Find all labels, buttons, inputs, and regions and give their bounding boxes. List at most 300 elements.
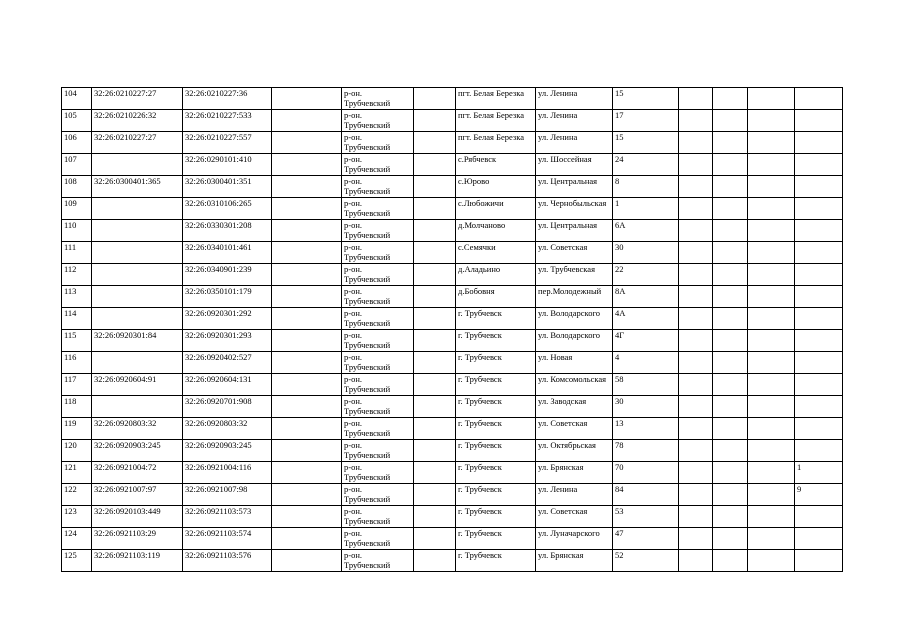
- cell-extra: [713, 308, 748, 330]
- cell-extra: [713, 154, 748, 176]
- cell-street: ул. Советская: [536, 506, 613, 528]
- cell-cadastral-old: 32:26:0920903:245: [92, 440, 183, 462]
- cell-extra: [713, 220, 748, 242]
- cell-extra: [679, 88, 713, 110]
- cell-extra: [713, 176, 748, 198]
- cell-row-number: 117: [62, 374, 92, 396]
- cell-locality: г. Трубчевск: [456, 550, 536, 572]
- district-line-1: р-он.: [344, 176, 363, 186]
- cell-empty: [272, 198, 342, 220]
- cell-empty: [414, 330, 456, 352]
- cell-extra: [795, 176, 843, 198]
- cell-district: [342, 286, 414, 308]
- cell-cadastral-new: 32:26:0920604:131: [183, 374, 272, 396]
- cell-extra: [748, 528, 795, 550]
- cell-empty: [414, 374, 456, 396]
- cell-extra: [679, 308, 713, 330]
- cell-extra: [795, 418, 843, 440]
- cell-extra: [679, 440, 713, 462]
- cell-extra: [748, 264, 795, 286]
- district-line-2: Трубчевский: [344, 494, 391, 504]
- table-row: [62, 220, 843, 242]
- cell-empty: [272, 242, 342, 264]
- table-row: [62, 264, 843, 286]
- cell-empty: [414, 550, 456, 572]
- cell-extra: [795, 506, 843, 528]
- cell-locality: г. Трубчевск: [456, 352, 536, 374]
- cell-house: 6А: [613, 220, 679, 242]
- cell-empty: [272, 506, 342, 528]
- cell-extra: [795, 330, 843, 352]
- cell-cadastral-old: [92, 242, 183, 264]
- district-line-2: Трубчевский: [344, 516, 391, 526]
- cell-street: ул. Ленина: [536, 110, 613, 132]
- cell-empty: [414, 308, 456, 330]
- table-row: [62, 440, 843, 462]
- cell-locality: г. Трубчевск: [456, 506, 536, 528]
- district-line-2: Трубчевский: [344, 428, 391, 438]
- cell-district: [342, 242, 414, 264]
- cell-street: ул. Центральная: [536, 220, 613, 242]
- cell-extra: [679, 264, 713, 286]
- table-row: [62, 462, 843, 484]
- cell-district: [342, 396, 414, 418]
- cell-row-number: 110: [62, 220, 92, 242]
- cell-district: [342, 176, 414, 198]
- cell-extra: [679, 110, 713, 132]
- district-line-1: р-он.: [344, 330, 363, 340]
- cell-locality: с.Любожичи: [456, 198, 536, 220]
- cell-extra: [748, 242, 795, 264]
- cell-extra: [713, 352, 748, 374]
- cell-house: 13: [613, 418, 679, 440]
- cell-cadastral-new: 32:26:0310106:265: [183, 198, 272, 220]
- district-line-1: р-он.: [344, 110, 363, 120]
- cell-row-number: 111: [62, 242, 92, 264]
- cell-district: [342, 110, 414, 132]
- cell-house: 4: [613, 352, 679, 374]
- table-row: [62, 418, 843, 440]
- cell-extra: [748, 132, 795, 154]
- cell-extra: [748, 550, 795, 572]
- cell-extra: [713, 550, 748, 572]
- cell-district: [342, 352, 414, 374]
- cell-extra: [748, 198, 795, 220]
- cell-locality: г. Трубчевск: [456, 462, 536, 484]
- cell-extra: [795, 550, 843, 572]
- cell-extra: [748, 484, 795, 506]
- cell-cadastral-new: 32:26:0300401:351: [183, 176, 272, 198]
- cell-row-number: 116: [62, 352, 92, 374]
- district-line-2: Трубчевский: [344, 472, 391, 482]
- cell-extra: [748, 88, 795, 110]
- cell-row-number: 104: [62, 88, 92, 110]
- cell-extra: [713, 198, 748, 220]
- district-line-1: р-он.: [344, 506, 363, 516]
- table-row: [62, 352, 843, 374]
- cell-empty: [272, 352, 342, 374]
- district-line-2: Трубчевский: [344, 340, 391, 350]
- district-line-2: Трубчевский: [344, 384, 391, 394]
- cell-cadastral-old: [92, 154, 183, 176]
- cell-row-number: 120: [62, 440, 92, 462]
- cell-locality: г. Трубчевск: [456, 330, 536, 352]
- cell-locality: г. Трубчевск: [456, 528, 536, 550]
- cell-empty: [272, 396, 342, 418]
- table-row: [62, 528, 843, 550]
- district-line-1: р-он.: [344, 418, 363, 428]
- cell-row-number: 121: [62, 462, 92, 484]
- district-line-1: р-он.: [344, 462, 363, 472]
- cell-extra: [748, 352, 795, 374]
- cell-house: 22: [613, 264, 679, 286]
- cell-extra: [795, 88, 843, 110]
- cell-row-number: 109: [62, 198, 92, 220]
- cell-extra: [679, 242, 713, 264]
- cell-extra: [679, 330, 713, 352]
- cell-extra: [748, 286, 795, 308]
- district-line-2: Трубчевский: [344, 208, 391, 218]
- cell-cadastral-new: 32:26:0330301:208: [183, 220, 272, 242]
- cell-empty: [414, 110, 456, 132]
- cell-empty: [414, 132, 456, 154]
- cell-cadastral-old: [92, 198, 183, 220]
- district-line-2: Трубчевский: [344, 560, 391, 570]
- cell-house: 17: [613, 110, 679, 132]
- cell-empty: [272, 286, 342, 308]
- registry-table: [61, 87, 843, 572]
- table-row: [62, 286, 843, 308]
- cell-extra: [748, 374, 795, 396]
- cell-locality: с.Рябчевск: [456, 154, 536, 176]
- cell-locality: г. Трубчевск: [456, 396, 536, 418]
- district-line-1: р-он.: [344, 286, 363, 296]
- cell-empty: [272, 418, 342, 440]
- cell-cadastral-old: 32:26:0210227:27: [92, 88, 183, 110]
- cell-street: ул. Ленина: [536, 132, 613, 154]
- cell-empty: [272, 374, 342, 396]
- cell-extra: [748, 176, 795, 198]
- cell-house: 70: [613, 462, 679, 484]
- cell-cadastral-new: 32:26:0210227:36: [183, 88, 272, 110]
- cell-cadastral-old: [92, 286, 183, 308]
- cell-district: [342, 440, 414, 462]
- district-line-2: Трубчевский: [344, 164, 391, 174]
- cell-row-number: 125: [62, 550, 92, 572]
- cell-cadastral-new: 32:26:0350101:179: [183, 286, 272, 308]
- cell-house: 24: [613, 154, 679, 176]
- table-row: [62, 154, 843, 176]
- cell-extra: [795, 352, 843, 374]
- cell-district: [342, 308, 414, 330]
- cell-extra: [713, 462, 748, 484]
- cell-cadastral-new: 32:26:0210227:533: [183, 110, 272, 132]
- district-line-1: р-он.: [344, 220, 363, 230]
- cell-empty: [272, 88, 342, 110]
- cell-extra: [679, 132, 713, 154]
- cell-cadastral-new: 32:26:0920301:292: [183, 308, 272, 330]
- cell-street: ул. Советская: [536, 418, 613, 440]
- cell-extra: [679, 352, 713, 374]
- cell-street: ул. Чернобыльская: [536, 198, 613, 220]
- cell-empty: [414, 528, 456, 550]
- cell-street: ул. Советская: [536, 242, 613, 264]
- cell-locality: д.Молчаново: [456, 220, 536, 242]
- cell-locality: г. Трубчевск: [456, 308, 536, 330]
- district-line-2: Трубчевский: [344, 538, 391, 548]
- cell-street: ул. Луначарского: [536, 528, 613, 550]
- cell-empty: [414, 154, 456, 176]
- cell-empty: [414, 484, 456, 506]
- cell-extra: [679, 374, 713, 396]
- cell-extra: [748, 506, 795, 528]
- cell-cadastral-old: 32:26:0300401:365: [92, 176, 183, 198]
- cell-extra: [748, 418, 795, 440]
- district-line-2: Трубчевский: [344, 296, 391, 306]
- cell-empty: [272, 462, 342, 484]
- table-row: [62, 374, 843, 396]
- cell-empty: [272, 132, 342, 154]
- cell-locality: с.Семячки: [456, 242, 536, 264]
- cell-cadastral-new: 32:26:0210227:557: [183, 132, 272, 154]
- cell-locality: д.Аладьино: [456, 264, 536, 286]
- cell-empty: [414, 176, 456, 198]
- cell-extra: [795, 242, 843, 264]
- cell-row-number: 113: [62, 286, 92, 308]
- district-line-1: р-он.: [344, 352, 363, 362]
- cell-row-number: 124: [62, 528, 92, 550]
- cell-empty: [414, 198, 456, 220]
- cell-empty: [414, 286, 456, 308]
- cell-cadastral-new: 32:26:0920701:908: [183, 396, 272, 418]
- cell-cadastral-new: 32:26:0340101:461: [183, 242, 272, 264]
- cell-house: 15: [613, 88, 679, 110]
- cell-extra: [795, 110, 843, 132]
- cell-street: ул. Володарского: [536, 308, 613, 330]
- cell-extra: [713, 110, 748, 132]
- cell-extra: [679, 506, 713, 528]
- cell-empty: [272, 484, 342, 506]
- cell-district: [342, 154, 414, 176]
- cell-extra: [795, 374, 843, 396]
- cell-extra: [679, 462, 713, 484]
- district-line-1: р-он.: [344, 550, 363, 560]
- cell-extra: [795, 264, 843, 286]
- district-line-2: Трубчевский: [344, 450, 391, 460]
- cell-cadastral-old: 32:26:0210226:32: [92, 110, 183, 132]
- cell-empty: [272, 330, 342, 352]
- cell-extra: [679, 176, 713, 198]
- cell-empty: [272, 440, 342, 462]
- cell-extra: [713, 264, 748, 286]
- cell-extra: [795, 154, 843, 176]
- cell-row-number: 107: [62, 154, 92, 176]
- cell-cadastral-new: 32:26:0920903:245: [183, 440, 272, 462]
- cell-extra: [713, 484, 748, 506]
- cell-street: ул. Центральная: [536, 176, 613, 198]
- cell-cadastral-new: 32:26:0921103:573: [183, 506, 272, 528]
- cell-extra: [795, 198, 843, 220]
- cell-street: ул. Брянская: [536, 462, 613, 484]
- cell-house: 52: [613, 550, 679, 572]
- cell-locality: с.Юрово: [456, 176, 536, 198]
- district-line-1: р-он.: [344, 440, 363, 450]
- cell-cadastral-old: [92, 308, 183, 330]
- cell-empty: [272, 308, 342, 330]
- district-line-1: р-он.: [344, 396, 363, 406]
- district-line-1: р-он.: [344, 374, 363, 384]
- cell-extra: [679, 286, 713, 308]
- cell-empty: [272, 264, 342, 286]
- cell-extra: [748, 330, 795, 352]
- cell-street: ул. Новая: [536, 352, 613, 374]
- cell-extra: [748, 308, 795, 330]
- cell-cadastral-old: [92, 352, 183, 374]
- cell-empty: [414, 264, 456, 286]
- cell-cadastral-old: 32:26:0921004:72: [92, 462, 183, 484]
- cell-extra: [713, 374, 748, 396]
- cell-row-number: 118: [62, 396, 92, 418]
- cell-extra: [679, 550, 713, 572]
- table-row: [62, 330, 843, 352]
- cell-cadastral-new: 32:26:0921103:574: [183, 528, 272, 550]
- district-line-2: Трубчевский: [344, 98, 391, 108]
- cell-row-number: 122: [62, 484, 92, 506]
- cell-extra: [748, 396, 795, 418]
- district-line-2: Трубчевский: [344, 142, 391, 152]
- district-line-2: Трубчевский: [344, 362, 391, 372]
- district-line-1: р-он.: [344, 88, 363, 98]
- table-body: [62, 88, 843, 572]
- cell-district: [342, 462, 414, 484]
- cell-extra: [795, 396, 843, 418]
- cell-locality: пгт. Белая Березка: [456, 132, 536, 154]
- cell-cadastral-old: 32:26:0921007:97: [92, 484, 183, 506]
- cell-extra: [679, 220, 713, 242]
- cell-empty: [414, 506, 456, 528]
- district-line-1: р-он.: [344, 308, 363, 318]
- cell-street: ул. Октябрьская: [536, 440, 613, 462]
- cell-street: ул. Ленина: [536, 484, 613, 506]
- cell-house: 58: [613, 374, 679, 396]
- cell-cadastral-new: 32:26:0921103:576: [183, 550, 272, 572]
- cell-house: 15: [613, 132, 679, 154]
- cell-row-number: 105: [62, 110, 92, 132]
- cell-extra: [713, 440, 748, 462]
- table-row: [62, 132, 843, 154]
- cell-locality: г. Трубчевск: [456, 484, 536, 506]
- cell-extra: [713, 286, 748, 308]
- district-line-1: р-он.: [344, 132, 363, 142]
- cell-district: [342, 484, 414, 506]
- cell-district: [342, 220, 414, 242]
- cell-extra: [713, 132, 748, 154]
- cell-extra: [795, 440, 843, 462]
- cell-empty: [414, 418, 456, 440]
- cell-house: 8: [613, 176, 679, 198]
- cell-empty: [272, 528, 342, 550]
- cell-extra: [679, 418, 713, 440]
- cell-street: ул. Комсомольская: [536, 374, 613, 396]
- district-line-2: Трубчевский: [344, 186, 391, 196]
- cell-empty: [414, 396, 456, 418]
- cell-district: [342, 506, 414, 528]
- cell-house: 78: [613, 440, 679, 462]
- cell-cadastral-new: 32:26:0340901:239: [183, 264, 272, 286]
- cell-empty: [414, 220, 456, 242]
- cell-empty: [272, 110, 342, 132]
- district-line-1: р-он.: [344, 198, 363, 208]
- district-line-1: р-он.: [344, 264, 363, 274]
- district-line-2: Трубчевский: [344, 252, 391, 262]
- district-line-2: Трубчевский: [344, 274, 391, 284]
- cell-street: ул. Ленина: [536, 88, 613, 110]
- cell-cadastral-new: 32:26:0920301:293: [183, 330, 272, 352]
- cell-extra: [713, 506, 748, 528]
- cell-locality: пгт. Белая Березка: [456, 88, 536, 110]
- cell-district: [342, 550, 414, 572]
- cell-street: ул. Шоссейная: [536, 154, 613, 176]
- cell-row-number: 106: [62, 132, 92, 154]
- cell-extra: [795, 528, 843, 550]
- cell-empty: [272, 550, 342, 572]
- cell-empty: [414, 440, 456, 462]
- cell-extra: [795, 286, 843, 308]
- cell-cadastral-old: 32:26:0921103:29: [92, 528, 183, 550]
- district-line-1: р-он.: [344, 242, 363, 252]
- cell-district: [342, 198, 414, 220]
- cell-empty: [272, 154, 342, 176]
- cell-cadastral-old: [92, 396, 183, 418]
- cell-district: [342, 88, 414, 110]
- cell-extra: [748, 154, 795, 176]
- cell-extra: [679, 484, 713, 506]
- table-row: [62, 396, 843, 418]
- cell-extra: 1: [795, 462, 843, 484]
- cell-cadastral-new: 32:26:0921007:98: [183, 484, 272, 506]
- cell-cadastral-old: [92, 264, 183, 286]
- cell-cadastral-new: 32:26:0920803:32: [183, 418, 272, 440]
- cell-empty: [414, 242, 456, 264]
- cell-district: [342, 264, 414, 286]
- cell-extra: [713, 418, 748, 440]
- table-row: [62, 88, 843, 110]
- cell-house: 4А: [613, 308, 679, 330]
- cell-row-number: 108: [62, 176, 92, 198]
- cell-house: 84: [613, 484, 679, 506]
- table-row: [62, 176, 843, 198]
- table-row: [62, 506, 843, 528]
- district-line-2: Трубчевский: [344, 406, 391, 416]
- cell-extra: [713, 242, 748, 264]
- cell-extra: [713, 88, 748, 110]
- table-row: [62, 110, 843, 132]
- cell-house: 53: [613, 506, 679, 528]
- cell-street: пер.Молодежный: [536, 286, 613, 308]
- cell-extra: [748, 110, 795, 132]
- cell-extra: [795, 308, 843, 330]
- cell-empty: [414, 352, 456, 374]
- cell-row-number: 119: [62, 418, 92, 440]
- table-row: [62, 550, 843, 572]
- cell-cadastral-new: 32:26:0921004:116: [183, 462, 272, 484]
- cell-empty: [414, 462, 456, 484]
- table-row: [62, 308, 843, 330]
- cell-row-number: 123: [62, 506, 92, 528]
- cell-street: ул. Брянская: [536, 550, 613, 572]
- table-row: [62, 484, 843, 506]
- cell-row-number: 115: [62, 330, 92, 352]
